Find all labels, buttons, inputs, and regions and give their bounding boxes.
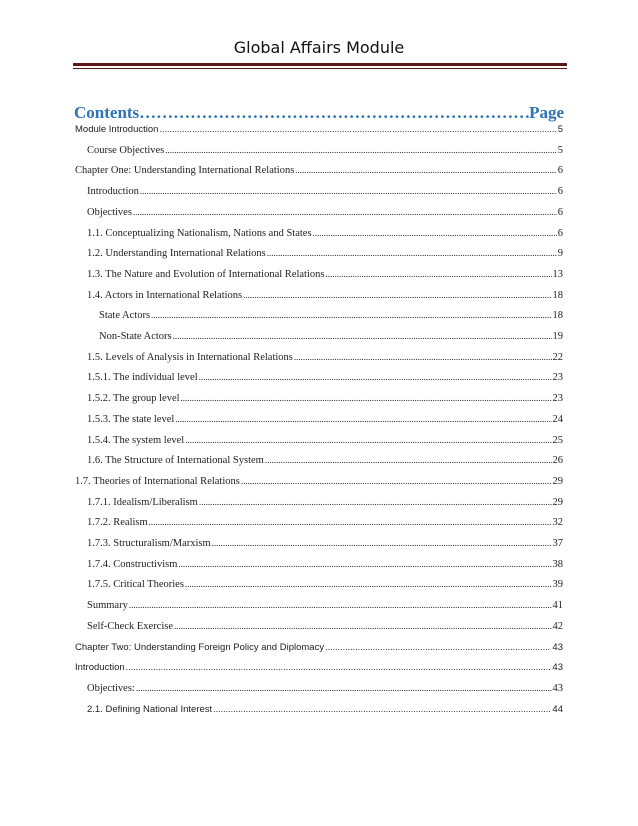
toc-entry-title: Self-Check Exercise [87, 620, 174, 632]
toc-entry-title: Chapter Two: Understanding Foreign Policy and Diplomacy [75, 641, 325, 653]
toc-entry-leader [185, 579, 552, 589]
toc-entry-page: 19 [552, 331, 563, 342]
toc-entry-leader [136, 683, 552, 693]
toc-title: Contents [74, 103, 140, 122]
toc-entry[interactable] [87, 414, 563, 430]
toc-entry-leader [199, 497, 552, 507]
toc-entry-title: 1.7.3. Structuralism/Marxism [87, 538, 211, 549]
toc-entry[interactable] [87, 704, 563, 720]
toc-entry-title: 1.4. Actors in International Relations [87, 289, 243, 301]
toc-entry-page: 22 [552, 351, 563, 363]
toc-page-label: Page [529, 103, 564, 122]
toc-entry-leader [151, 310, 551, 320]
toc-entry-leader [241, 476, 552, 486]
toc-entry[interactable] [75, 165, 563, 181]
toc-entry[interactable] [87, 600, 563, 616]
toc-entry[interactable] [87, 269, 563, 285]
toc-entry-page: 6 [557, 227, 563, 239]
toc-entry-leader [181, 393, 552, 403]
toc-entry-leader [129, 600, 552, 610]
toc-entry[interactable] [87, 538, 563, 554]
toc-entry[interactable] [87, 393, 563, 409]
toc-entry-page: 23 [552, 393, 563, 405]
toc-entry-title: 1.5.2. The group level [87, 393, 180, 405]
toc-entry-leader [199, 372, 552, 382]
toc-entry-page: 32 [552, 517, 563, 529]
toc-entry[interactable] [87, 517, 563, 533]
toc-entry[interactable] [87, 683, 563, 699]
toc-entry-page: 24 [552, 413, 563, 425]
toc-entry-leader [178, 559, 551, 569]
toc-entry-title: 1.5.3. The state level [87, 413, 175, 425]
toc-entry[interactable] [87, 579, 563, 595]
toc-entry[interactable] [75, 642, 563, 658]
toc-entry-title: 1.6. The Structure of International System [87, 455, 264, 467]
toc-entry-leader [174, 621, 551, 631]
toc-entry-title: Non-State Actors [99, 331, 172, 342]
toc-entry-leader [185, 435, 551, 445]
toc-entry-page: 13 [552, 268, 563, 280]
toc-entry-title: Introduction [87, 186, 139, 198]
toc-entry-title: Course Objectives [87, 144, 165, 156]
toc-entry-page: 42 [552, 620, 563, 632]
toc-entry-title: Objectives [87, 206, 132, 218]
toc-entry-page: 29 [552, 475, 563, 487]
toc-entry-title: 1.5.4. The system level [87, 434, 185, 446]
toc-entry[interactable] [87, 497, 563, 513]
toc-entry-page: 6 [557, 206, 563, 218]
toc-entry[interactable] [87, 455, 563, 471]
toc-entry-page: 43 [552, 682, 563, 694]
toc-entry-leader [165, 145, 556, 155]
toc-entry-leader [149, 517, 552, 527]
toc-entry-leader [213, 704, 551, 714]
toc-entry-title: 1.5.1. The individual level [87, 372, 198, 384]
toc-entry[interactable] [87, 186, 563, 202]
toc-entry-leader [294, 352, 552, 362]
toc-entry-title: 1.7.5. Critical Theories [87, 579, 184, 591]
document-header-title: Global Affairs Module [233, 38, 405, 57]
toc-entry-page: 43 [552, 641, 563, 653]
toc-entry-title: Introduction [75, 662, 125, 674]
toc-entry-title: 1.7.2. Realism [87, 517, 148, 529]
toc-entry[interactable] [99, 310, 563, 326]
toc-entry-leader [175, 414, 551, 424]
toc-entry[interactable] [99, 331, 563, 347]
toc-entry-leader [295, 165, 556, 175]
toc-entry-page: 44 [552, 703, 563, 715]
toc-entry-title: 1.3. The Nature and Evolution of International Relations [87, 268, 325, 280]
toc-entry[interactable] [87, 559, 563, 575]
toc-entry-page: 18 [552, 289, 563, 301]
toc-entry-page: 23 [552, 372, 563, 384]
toc-entry-page: 6 [557, 186, 563, 198]
toc-entry-page: 43 [552, 662, 563, 674]
toc-entry-page: 37 [552, 538, 563, 549]
toc-entry[interactable] [87, 248, 563, 264]
toc-entry-page: 6 [557, 165, 563, 177]
toc-entry-title: 1.2. Understanding International Relations [87, 248, 266, 260]
toc-entry[interactable] [75, 124, 563, 140]
toc-entry-leader [313, 228, 557, 238]
toc-entry-leader [325, 269, 551, 279]
toc-entry-page: 18 [552, 310, 563, 322]
toc-entry[interactable] [87, 207, 563, 223]
toc-entry-page: 29 [552, 496, 563, 508]
toc-entry-title: Module Introduction [75, 124, 159, 135]
toc-entry-title: 2.1. Defining National Interest [87, 703, 213, 715]
toc-entry-page: 41 [552, 600, 563, 612]
toc-entry-title: State Actors [99, 310, 151, 322]
toc-entry[interactable] [87, 290, 563, 306]
toc-entry-page: 5 [557, 144, 563, 156]
toc-entry-page: 39 [552, 579, 563, 591]
toc-entry-leader [159, 124, 556, 134]
toc-entry-title: 1.1. Conceptualizing Nationalism, Nations and States [87, 227, 312, 239]
toc-entry-leader [325, 642, 551, 652]
toc-entry-leader [126, 662, 552, 672]
toc-entry-leader [267, 248, 557, 258]
toc-entry-leader [212, 538, 552, 548]
toc-entry[interactable] [87, 352, 563, 368]
toc-entry-title: 1.7.1. Idealism/Liberalism [87, 496, 198, 508]
toc-entry-leader [265, 455, 552, 465]
toc-entry-page: 26 [552, 455, 563, 467]
toc-entry-leader [243, 290, 551, 300]
toc-entry-leader [173, 331, 552, 341]
toc-entry[interactable] [87, 621, 563, 637]
toc-entry-title: 1.7.4. Constructivism [87, 558, 178, 570]
toc-entry[interactable] [75, 476, 563, 492]
toc-entry[interactable] [75, 662, 563, 678]
toc-entry[interactable] [87, 228, 563, 244]
toc-entry[interactable] [87, 372, 563, 388]
toc-entry-page: 9 [557, 248, 563, 260]
toc-entry-page: 38 [552, 558, 563, 570]
toc-entry-leader [140, 186, 557, 196]
toc-entry[interactable] [87, 435, 563, 451]
toc-entry-title: Chapter One: Understanding International Relations [75, 165, 295, 177]
toc-entry-leader [133, 207, 557, 217]
toc-entry-title: 1.5. Levels of Analysis in International Relations [87, 351, 293, 363]
toc-entry-title: Summary [87, 600, 128, 612]
toc-entry-title: Objectives: [87, 682, 135, 694]
toc-entry-page: 25 [552, 434, 563, 446]
toc-entry-title: 1.7. Theories of International Relations [75, 475, 240, 487]
toc-entry[interactable] [87, 145, 563, 161]
toc-entry-page: 5 [557, 124, 563, 135]
